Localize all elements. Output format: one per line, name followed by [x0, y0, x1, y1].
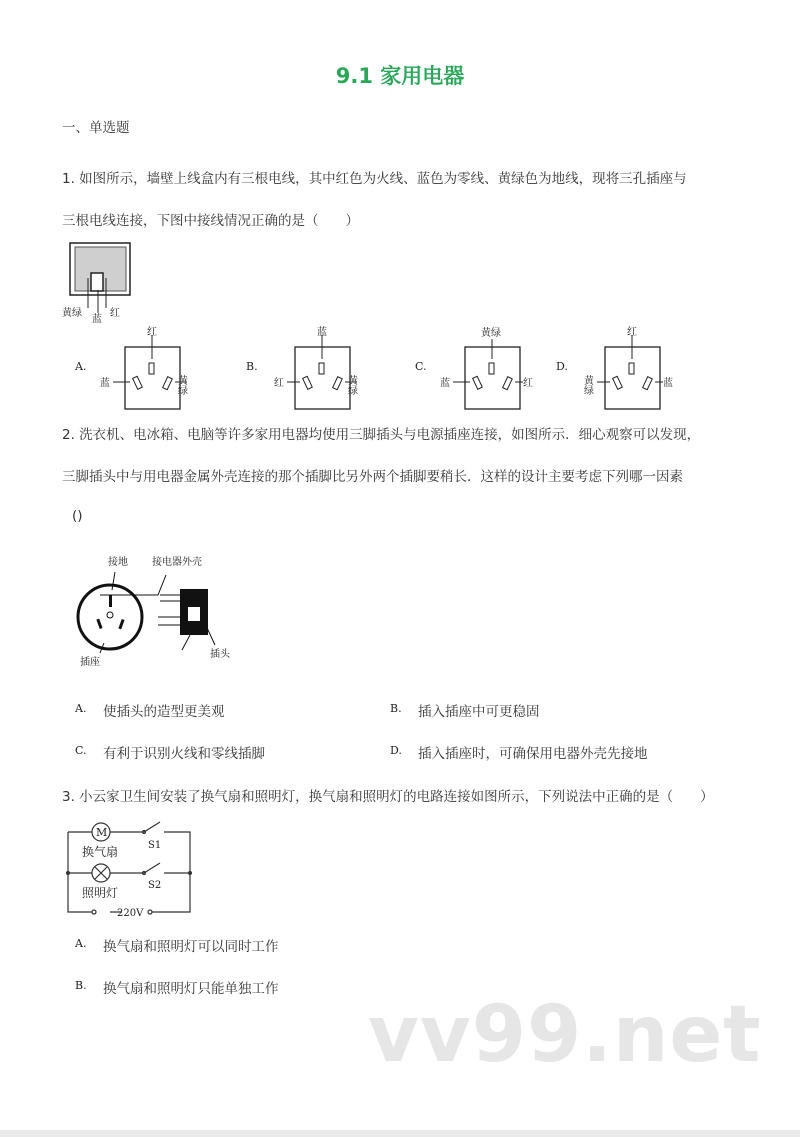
- box-label-red: 红: [110, 308, 120, 319]
- wire-label-right: 蓝: [663, 378, 673, 389]
- q1-text-line1: 1. 如图所示，墙壁上线盒内有三根电线，其中红色为火线、蓝色为零线、黄绿色为地线，现将三孔插座与: [62, 171, 687, 187]
- q2-option-b-text[interactable]: 插入插座中可更稳固: [418, 704, 540, 720]
- wire-label-right: 黄绿: [175, 375, 187, 395]
- q2-option-c-text[interactable]: 有利于识别火线和零线插脚: [103, 746, 265, 762]
- q2-option-c-label[interactable]: C.: [75, 744, 87, 757]
- plug-label: 插头: [210, 649, 230, 660]
- q3-option-a-label[interactable]: A.: [75, 937, 87, 950]
- section-heading: 一、单选题: [62, 120, 130, 136]
- socket-label: 插座: [80, 657, 100, 668]
- q3-option-b-label[interactable]: B.: [75, 979, 87, 992]
- wall-box-figure: [60, 238, 140, 323]
- wire-label-left: 红: [274, 378, 284, 389]
- q1-option-d-label[interactable]: D.: [556, 360, 568, 373]
- shell-label: 接电器外壳: [152, 557, 202, 568]
- q2-option-d-label[interactable]: D.: [390, 744, 402, 757]
- page-title: 9.1 家用电器: [335, 64, 465, 88]
- wire-label-top: 红: [147, 327, 157, 338]
- q2-text-line1: 2. 洗衣机、电冰箱、电脑等许多家用电器均使用三脚插头与电源插座连接，如图所示．细心观察可以发现，: [62, 427, 701, 443]
- box-label-yellowgreen: 黄绿: [62, 308, 82, 319]
- ground-label: 接地: [108, 557, 128, 568]
- q2-text-line3: (): [72, 508, 83, 524]
- wire-label-left: 黄绿: [581, 375, 593, 395]
- wire-label-left: 蓝: [100, 378, 110, 389]
- fan-label: 换气扇: [82, 845, 119, 859]
- q1-option-a-label[interactable]: A.: [75, 360, 87, 373]
- q1-option-c-socket[interactable]: [435, 325, 535, 415]
- q1-text-line2: 三根电线连接，下图中接线情况正确的是（ ）: [62, 213, 359, 229]
- lamp-label: 照明灯: [82, 886, 119, 900]
- wire-label-right: 红: [523, 378, 533, 389]
- page-bottom-bar: [0, 1130, 800, 1137]
- wire-label-top: 红: [627, 327, 637, 338]
- q3-option-a-text[interactable]: 换气扇和照明灯可以同时工作: [103, 939, 279, 955]
- plug-socket-figure: [70, 545, 240, 670]
- q1-option-a-socket[interactable]: [95, 325, 195, 415]
- motor-symbol: M: [96, 826, 108, 839]
- q2-option-a-label[interactable]: A.: [75, 702, 87, 715]
- q2-option-b-label[interactable]: B.: [390, 702, 402, 715]
- q3-option-b-text[interactable]: 换气扇和照明灯只能单独工作: [103, 981, 279, 997]
- q1-option-b-label[interactable]: B.: [246, 360, 258, 373]
- q1-option-b-socket[interactable]: [265, 325, 365, 415]
- wire-label-top: 黄绿: [481, 328, 501, 339]
- q2-text-line2: 三脚插头中与用电器金属外壳连接的那个插脚比另外两个插脚要稍长．这样的设计主要考虑下列哪一因素: [62, 469, 683, 485]
- q1-option-d-socket[interactable]: [575, 325, 675, 415]
- watermark: vv99.net: [368, 990, 762, 1080]
- voltage-label: 220V: [117, 908, 144, 919]
- wire-label-left: 蓝: [440, 378, 450, 389]
- q3-text-line1: 3. 小云家卫生间安装了换气扇和照明灯，换气扇和照明灯的电路连接如图所示，下列说法中正确的是（ ）: [62, 789, 714, 805]
- circuit-diagram: [62, 812, 197, 922]
- box-label-blue: 蓝: [92, 314, 102, 323]
- switch-s2-label: S2: [148, 880, 162, 891]
- wire-label-top: 蓝: [317, 327, 327, 338]
- q1-option-c-label[interactable]: C.: [415, 360, 427, 373]
- wire-label-right: 黄绿: [345, 375, 357, 395]
- switch-s1-label: S1: [148, 840, 162, 851]
- q2-option-d-text[interactable]: 插入插座时，可确保用电器外壳先接地: [418, 746, 648, 762]
- q2-option-a-text[interactable]: 使插头的造型更美观: [103, 704, 225, 720]
